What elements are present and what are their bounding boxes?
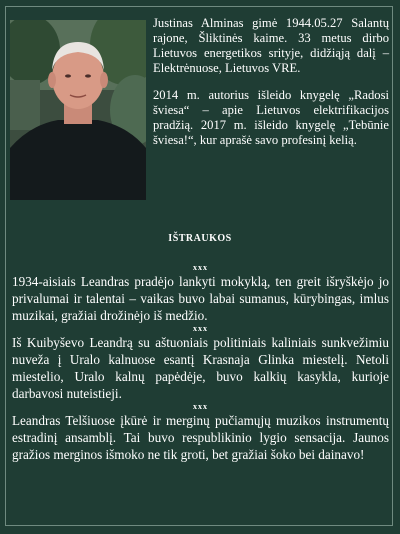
bio-paragraph: 2014 m. autorius išleido knygelę „Radosi šviesa“ – apie Lietuvos elektrifikacijos pradžią. 2017 m. išleido knygelę „Tebūnie šviesa!“, kur aprašė savo profesinį kelią. — [153, 88, 389, 147]
excerpt-paragraph: Leandras Telšiuose įkūrė ir merginų pučiamųjų muzikos instrumentų estradinį ansamblį. Tai buvo respublikinio lygio sensacija. Jaunos gražios merginos išmoko ne tik groti, bet gražiai šoko bei dainavo! — [12, 413, 389, 462]
separator: xxx — [193, 402, 208, 411]
bio-paragraph: Justinas Alminas gimė 1944.05.27 Salantų rajone, Šliktinės kaime. 33 metus dirbo Lietuvos energetikos srityje, didžiąją dalį – Elektrėnuose, Lietuvos VRE. — [153, 16, 389, 75]
excerpt-paragraph: 1934-aisiais Leandras pradėjo lankyti mokyklą, ten greit išryškėjo jo privalumai ir talentai – vaikas buvo labai sumanus, kūrybingas, imlus muzikai, gražiai drožinėjo iš medžio. — [12, 274, 389, 323]
separator: xxx — [193, 263, 208, 272]
excerpt-paragraph: Iš Kuibyševo Leandrą su aštuoniais politiniais kaliniais sunkvežimiu nuveža į Uralo kalnuose esantį Krasnaja Glinka miestelį. Netoli miestelio, Uralo kalnų papėdėje, buvo kalkių kasykla, kurioje darbavosi nuteistieji. — [12, 335, 389, 401]
separator: xxx — [193, 324, 208, 333]
excerpts-section — [12, 263, 389, 463]
excerpts-heading: IŠTRAUKOS — [168, 233, 232, 244]
author-portrait — [10, 20, 146, 200]
author-bio — [153, 16, 389, 148]
